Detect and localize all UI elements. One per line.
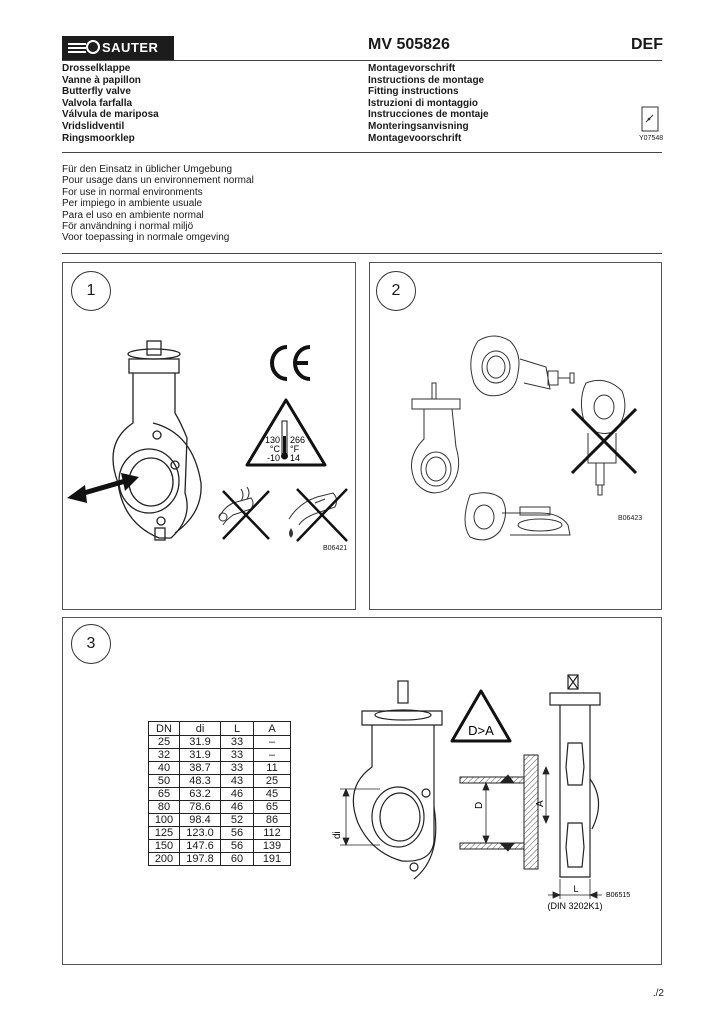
table-cell: 125 <box>149 827 180 840</box>
table-cell: 139 <box>254 840 291 853</box>
step-number: 1 <box>71 271 111 311</box>
table-cell: 56 <box>221 827 254 840</box>
instruction-title: Montagevorschrift <box>368 63 456 74</box>
usage-note: For use in normal environments <box>62 186 203 198</box>
cross-out-mark-1 <box>223 491 269 539</box>
no-dripping-icon <box>289 493 337 537</box>
valve-drawing <box>353 681 442 879</box>
mounting-positions-illustration <box>370 263 663 611</box>
figure-reference: B06423 <box>618 515 643 522</box>
instruction-title-list <box>368 63 489 144</box>
label-d: D <box>474 801 485 809</box>
usage-note: Per impiego in ambiente usuale <box>62 198 203 210</box>
table-cell: 38.7 <box>180 762 221 775</box>
table-cell: 48.3 <box>180 775 221 788</box>
brand-name: SAUTER <box>102 40 159 55</box>
table-cell: 63.2 <box>180 788 221 801</box>
table-cell: 191 <box>254 853 291 866</box>
document-number: MV 505826 <box>368 36 450 53</box>
figure-reference: B06515 <box>606 892 631 899</box>
usage-note: För användning i normal miljö <box>62 221 194 233</box>
column-header-di: di <box>180 722 221 736</box>
product-name: Butterfly valve <box>62 86 131 98</box>
table-cell: 33 <box>221 749 254 762</box>
valve-side-view-drawing <box>550 675 600 877</box>
table-cell: 65 <box>149 788 180 801</box>
instruction-title: Instrucciones de montaje <box>368 109 489 121</box>
column-header-dn: DN <box>149 722 180 736</box>
instruction-title: Instructions de montage <box>368 74 485 86</box>
table-cell: 112 <box>254 827 291 840</box>
table-cell: 45 <box>254 788 291 801</box>
valve-installation-illustration <box>63 263 357 611</box>
table-cell: 50 <box>149 775 180 788</box>
temperature-warning-icon <box>247 400 325 465</box>
unit-fahrenheit: °F <box>290 444 300 454</box>
ce-mark-icon <box>272 347 310 379</box>
table-cell: 31.9 <box>180 736 221 749</box>
a-dimension <box>543 767 549 823</box>
product-name: Drosselklappe <box>62 63 131 74</box>
table-cell: 80 <box>149 801 180 814</box>
table-cell: 11 <box>254 762 291 775</box>
cross-out-mark-2 <box>297 489 347 541</box>
page-number: ./2 <box>652 988 664 999</box>
label-di: di <box>332 831 343 839</box>
panel-1 <box>62 262 356 610</box>
table-cell: 33 <box>221 762 254 775</box>
step-number: 2 <box>376 271 416 311</box>
table-cell: 100 <box>149 814 180 827</box>
logo-lines-icon <box>68 43 86 53</box>
table-cell: 25 <box>254 775 291 788</box>
table-cell: 98.4 <box>180 814 221 827</box>
table-cell: 46 <box>221 801 254 814</box>
product-name: Valvola farfalla <box>62 97 133 109</box>
instruction-title: Istruzioni di montaggio <box>368 97 478 109</box>
instruction-sheet-icon <box>641 106 661 136</box>
instruction-title: Montagevoorschrift <box>368 132 462 144</box>
temp-c-max: 130 <box>264 435 280 445</box>
step-number: 3 <box>71 624 111 664</box>
table-cell: 197.8 <box>180 853 221 866</box>
temp-f-max: 266 <box>290 435 306 445</box>
sauter-logo <box>62 36 174 60</box>
pipe-section-drawing <box>460 755 538 869</box>
usage-note: Voor toepassing in normale omgeving <box>62 232 230 244</box>
table-cell: 86 <box>254 814 291 827</box>
product-name: Ringsmoorklep <box>62 132 135 144</box>
table-cell: 150 <box>149 840 180 853</box>
table-cell: 52 <box>221 814 254 827</box>
table-cell: – <box>254 736 291 749</box>
valve-body-drawing <box>113 341 201 540</box>
table-cell: 56 <box>221 840 254 853</box>
language-codes: DEF <box>631 36 663 53</box>
instruction-title: Monteringsanvisning <box>368 120 469 132</box>
table-cell: 123.0 <box>180 827 221 840</box>
usage-note: Pour usage dans un environnement normal <box>62 175 254 187</box>
column-header-a: A <box>254 722 291 736</box>
temp-f-min: 14 <box>290 453 301 463</box>
instruction-title: Fitting instructions <box>368 86 459 98</box>
valve-position-left <box>412 383 461 493</box>
logo-emblem-icon <box>86 40 100 54</box>
unit-celsius: °C <box>269 444 280 454</box>
temp-c-min: -10 <box>266 453 280 463</box>
valve-position-top <box>471 336 574 396</box>
table-cell: – <box>254 749 291 762</box>
d-dimension <box>483 775 514 851</box>
flow-direction-arrow <box>67 473 139 503</box>
column-header-l: L <box>221 722 254 736</box>
warning-text: D>A <box>468 723 494 738</box>
table-cell: 78.6 <box>180 801 221 814</box>
usage-note: Para el uso en ambiente normal <box>62 209 204 221</box>
table-cell: 31.9 <box>180 749 221 762</box>
table-cell: 65 <box>254 801 291 814</box>
table-cell: 40 <box>149 762 180 775</box>
usage-notes <box>62 164 254 244</box>
icon-reference: Y07548 <box>639 135 664 142</box>
table-cell: 25 <box>149 736 180 749</box>
table-cell: 147.6 <box>180 840 221 853</box>
din-standard: (DIN 3202K1) <box>547 901 603 911</box>
table-cell: 43 <box>221 775 254 788</box>
table-cell: 60 <box>221 853 254 866</box>
product-name: Vanne à papillon <box>62 74 141 86</box>
section-rule <box>62 253 662 254</box>
table-cell: 46 <box>221 788 254 801</box>
table-cell: 33 <box>221 736 254 749</box>
figure-reference: B06421 <box>323 545 348 552</box>
product-name: Vridslidventil <box>62 120 125 132</box>
table-cell: 200 <box>149 853 180 866</box>
di-dimension <box>340 789 380 845</box>
usage-note: Für den Einsatz in üblicher Umgebung <box>62 164 233 175</box>
header-bottom-rule <box>62 152 662 153</box>
label-l: L <box>573 884 579 894</box>
dimension-illustration <box>62 617 662 965</box>
panel-2 <box>369 262 662 610</box>
label-a: A <box>535 800 546 807</box>
valve-position-bottom <box>465 493 570 540</box>
product-name-list <box>62 63 159 144</box>
valve-position-right-inverted <box>581 380 624 495</box>
header-rule <box>62 60 662 61</box>
product-name: Válvula de mariposa <box>62 109 159 121</box>
table-cell: 32 <box>149 749 180 762</box>
